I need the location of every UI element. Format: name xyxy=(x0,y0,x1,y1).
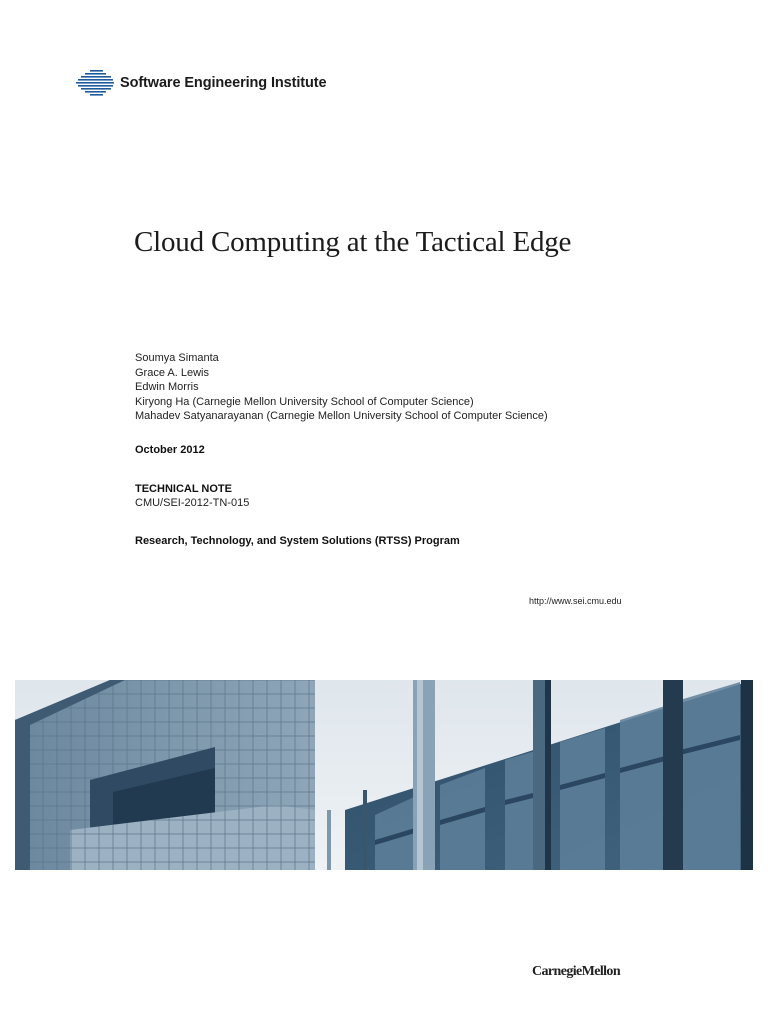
carnegie-mellon-wordmark: CarnegieMellon xyxy=(532,964,621,979)
author-name: Soumya Simanta xyxy=(135,352,219,364)
author-list xyxy=(135,351,548,424)
author-name: Grace A. Lewis xyxy=(135,366,209,379)
document-title: Cloud Computing at the Tactical Edge xyxy=(134,226,572,258)
program-name: Research, Technology, and System Solutions (RTSS) Program xyxy=(135,535,460,547)
author-name: Kiryong Ha (Carnegie Mellon University School of Computer Science) xyxy=(135,395,474,408)
report-type: TECHNICAL NOTE xyxy=(135,483,232,495)
author-name: Mahadev Satyanarayanan (Carnegie Mellon University School of Computer Science) xyxy=(135,410,548,423)
cover-photo xyxy=(15,680,753,870)
website-url: http://www.sei.cmu.edu xyxy=(529,596,622,606)
publication-date: October 2012 xyxy=(135,444,205,456)
sei-globe-stripes-icon xyxy=(76,70,116,96)
author-name: Edwin Morris xyxy=(135,381,199,394)
building-facade-image xyxy=(15,680,753,870)
sei-logo xyxy=(76,70,326,96)
report-number: CMU/SEI-2012-TN-015 xyxy=(135,497,250,509)
org-name: Software Engineering Institute xyxy=(120,75,327,91)
